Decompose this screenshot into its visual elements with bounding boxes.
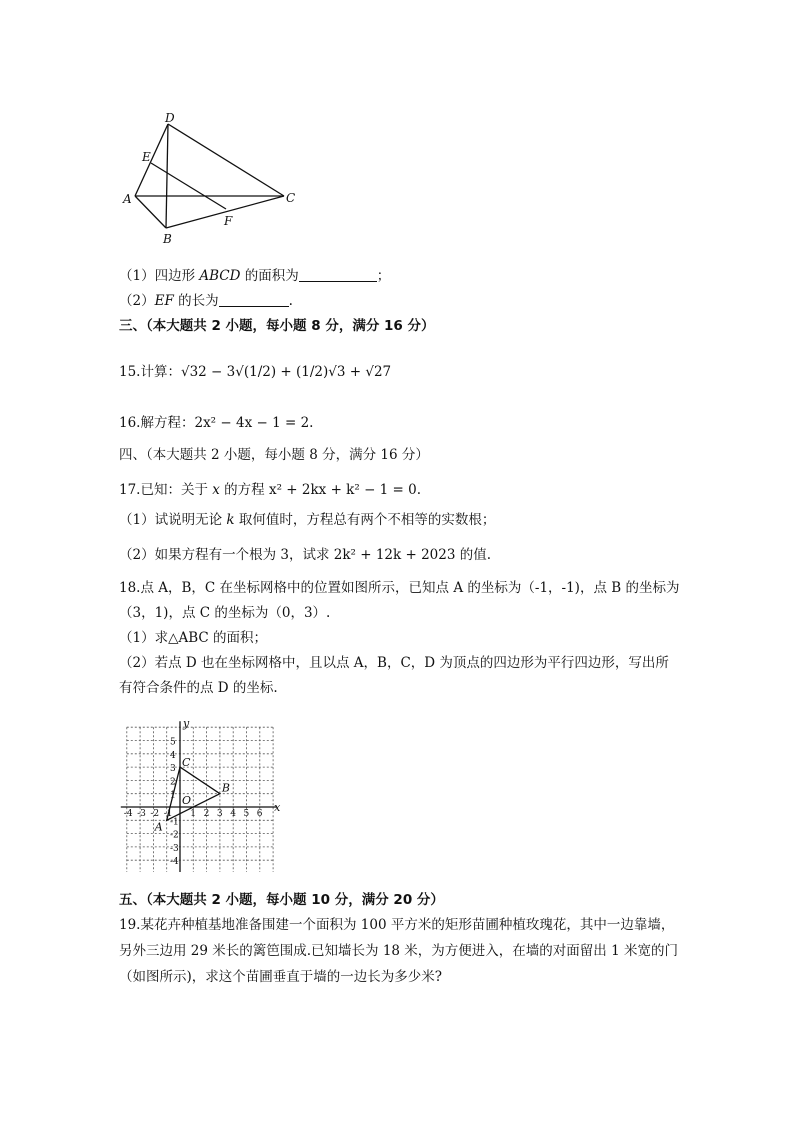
q14-part1 — [119, 266, 390, 286]
x-tick-label: -2 — [150, 809, 160, 819]
label-point-A: A — [154, 820, 163, 834]
q17-stem-var: x — [212, 482, 220, 498]
section-5-title: 五、（本大题共 2 小题，每小题 10 分，满分 20 分） — [119, 892, 444, 908]
y-tick-label: 2 — [170, 777, 176, 788]
y-tick-label: -2 — [170, 830, 179, 841]
answer-blank-1[interactable] — [299, 267, 377, 282]
x-tick-label: -1 — [163, 809, 173, 819]
edge-DA — [135, 124, 168, 196]
x-tick-label: -3 — [137, 809, 146, 819]
y-tick-label: -4 — [170, 857, 179, 868]
label-B: B — [163, 232, 172, 246]
label-point-C: C — [182, 756, 191, 770]
x-tick-label: 3 — [216, 809, 223, 819]
q17-part1-var: k — [226, 512, 235, 528]
question-18-line2: （3，1)，点 C 的坐标为（0，3）. — [119, 605, 331, 621]
x-tick-label: 2 — [203, 809, 210, 819]
y-tick-label: -1 — [170, 817, 179, 828]
q14-part2-suffix: 的长为 — [173, 293, 219, 309]
section-4-title: 四、（本大题共 2 小题，每小题 8 分，满分 16 分） — [119, 447, 429, 463]
section-3-title: 三、（本大题共 2 小题，每小题 8 分，满分 16 分） — [119, 318, 435, 334]
q14-part2 — [119, 291, 293, 311]
coordinate-grid-figure — [118, 710, 293, 872]
q15-expression: √32 − 3√(1/2) + (1/2)√3 + √27 — [180, 364, 392, 380]
answer-blank-2[interactable] — [219, 292, 289, 307]
question-18-part2-line1: （2）若点 D 也在坐标网格中，且以点 A，B，C，D 为顶点的四边形为平行四边形，写出所 — [119, 655, 669, 671]
q17-part2-prefix: （2）如果方程有一个根为 3，试求 — [119, 547, 334, 563]
label-point-B: B — [221, 781, 230, 795]
label-C: C — [286, 191, 296, 205]
question-17-part2 — [119, 545, 491, 565]
q17-equation: x² + 2kx + k² − 1 = 0 — [268, 482, 417, 498]
edge-AB — [135, 196, 166, 228]
q14-part1-name: ABCD — [199, 268, 241, 284]
q17-part2-expression: 2k² + 12k + 2023 — [333, 547, 456, 563]
q17-part2-suffix: 的值. — [455, 547, 492, 563]
q16-label: 16.解方程： — [119, 415, 195, 431]
label-E: E — [142, 150, 151, 164]
q14-part1-end: ； — [376, 268, 391, 284]
question-18-line1: 18.点 A，B，C 在坐标网格中的位置如图所示，已知点 A 的坐标为（-1，-1)，点 B 的坐标为 — [119, 580, 680, 596]
q14-part2-prefix: （2） — [119, 293, 155, 309]
x-tick-label: -4 — [123, 809, 133, 819]
q14-part2-end: . — [288, 293, 293, 309]
segment-EF — [151, 163, 226, 209]
x-tick-label: 4 — [230, 809, 236, 819]
label-A: A — [123, 192, 132, 206]
x-tick-label: 6 — [256, 809, 263, 819]
axis-x-label: x — [274, 801, 281, 814]
question-18-part2-line2: 有符合条件的点 D 的坐标. — [119, 680, 278, 696]
q15-label: 15.计算： — [119, 364, 181, 380]
q14-part1-prefix: （1）四边形 — [119, 268, 200, 284]
question-17-stem — [119, 480, 421, 500]
question-17-part1 — [119, 510, 495, 530]
label-D: D — [165, 111, 175, 125]
quadrilateral-figure — [118, 110, 308, 250]
q17-stem-prefix: 17.已知：关于 — [119, 482, 213, 498]
q14-part1-suffix: 的面积为 — [240, 268, 299, 284]
question-18-part1: （1）求△ABC 的面积； — [119, 630, 268, 646]
q17-part1-suffix: 取何值时，方程总有两个不相等的实数根； — [234, 512, 496, 528]
q17-stem-mid: 的方程 — [219, 482, 269, 498]
question-15 — [119, 362, 391, 382]
label-F: F — [224, 214, 233, 228]
y-tick-label: -3 — [170, 843, 179, 854]
q17-stem-end: . — [416, 482, 422, 498]
axis-y-label: y — [183, 717, 190, 731]
q17-part1-prefix: （1）试说明无论 — [119, 512, 227, 528]
y-tick-label: 1 — [170, 790, 176, 801]
edge-DB — [166, 124, 168, 228]
x-tick-label: 5 — [243, 809, 250, 819]
x-tick-label: 1 — [190, 809, 197, 819]
y-tick-label: 3 — [170, 764, 176, 775]
q14-part2-name: EF — [154, 293, 174, 309]
label-origin: O — [182, 794, 192, 807]
edge-DC — [168, 124, 284, 196]
y-tick-label: 5 — [170, 737, 176, 748]
question-19: 19.某花卉种植基地准备围建一个面积为 100 平方米的矩形苗圃种植玫瑰花，其中一边靠墙，另外三边用 29 米长的篱笆围成.已知墙长为 18 米，为方便进入，在墙的对面留出 1 米宽的门（如图所示)，求这个苗圃垂直于墙的一边长为多少米? — [119, 917, 678, 985]
question-16 — [119, 413, 313, 433]
q16-expression: 2x² − 4x − 1 = 2. — [194, 415, 314, 431]
y-tick-label: 4 — [170, 750, 176, 761]
